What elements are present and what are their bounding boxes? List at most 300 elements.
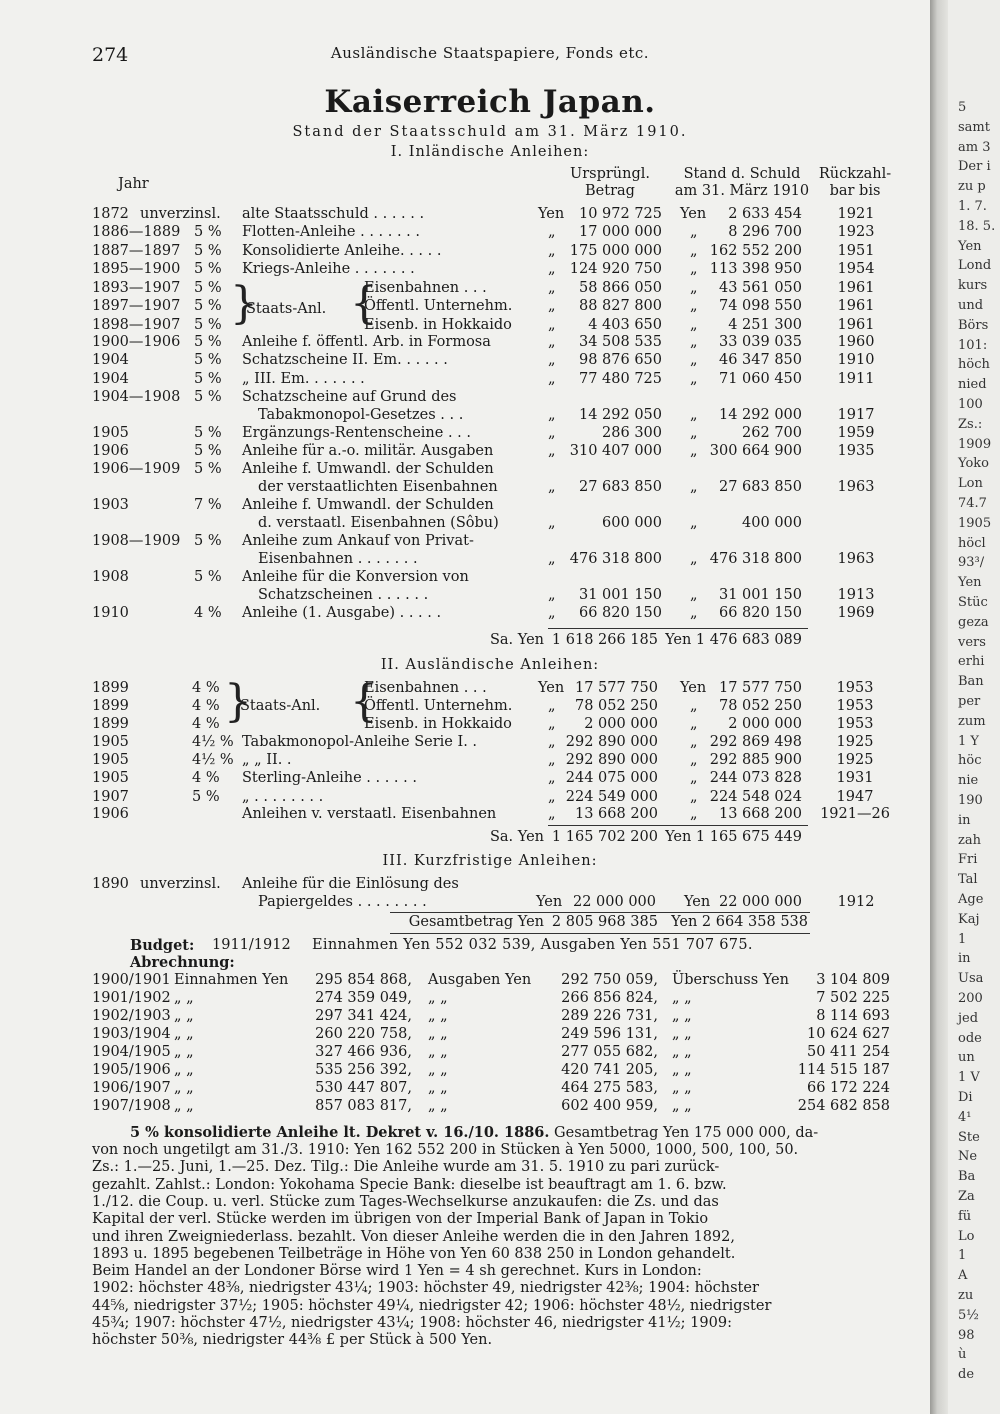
s3-cur1: Yen [536, 894, 563, 910]
s1-stand: 27 683 850 [718, 479, 802, 495]
s1-name: „ III. Em. . . . . . . [242, 371, 365, 387]
s1-name2: der verstaatlichten Eisenbahnen [258, 479, 498, 495]
abr-year: 1903/1904 [92, 1026, 171, 1042]
s1-cur1: „ [548, 551, 556, 567]
s2-stand: 224 548 024 [709, 789, 802, 805]
s1-stand: 66 820 150 [718, 605, 802, 621]
paragraph-first-line [92, 1124, 892, 1142]
staats-anl-label-2: Staats-Anl. [240, 698, 321, 714]
s1-until: 1960 [837, 334, 875, 350]
s2-cur2: „ [690, 770, 698, 786]
s2-cur1: „ [548, 806, 556, 822]
col-header-stand-2: am 31. März 1910 [674, 183, 810, 199]
s1-rate: 5 % [194, 261, 222, 277]
s1-cur2: „ [690, 425, 698, 441]
next-page-fragment: 200 [958, 991, 983, 1006]
next-page-fragment: Tal [958, 872, 978, 888]
paragraph-line: 44⅝, niedrigster 37½; 1905: höchster 49¼, niedrigster 42; 1906: höchster 48½, niedrigster [92, 1297, 772, 1314]
paragraph-line: 1902: höchster 48⅜, niedrigster 43¼; 1903: höchster 49, niedrigster 42⅜; 1904: höchster [92, 1280, 759, 1297]
next-page-fragment: Yen [958, 238, 982, 254]
abr-year: 1906/1907 [92, 1080, 171, 1096]
s1-rate: 5 % [194, 569, 222, 585]
abr-year: 1904/1905 [92, 1044, 171, 1060]
s3-cur2: Yen [684, 894, 711, 910]
col-header-year: Jahr [118, 176, 149, 192]
abr-exp: 289 226 731, [561, 1008, 658, 1024]
abr-sur: 50 411 254 [806, 1044, 890, 1060]
s1-name: Anleihe für die Konversion von [242, 569, 469, 585]
paragraph-line: und ihren Zweigniederlass. bezahlt. Von dieser Anleihe werden die in den Jahren 1892, [92, 1228, 735, 1245]
paragraph-line: Zs.: 1.—25. Juni, 1.—25. Dez. Tilg.: Die Anleihe wurde am 31. 5. 1910 zu pari zurück- [92, 1159, 720, 1176]
s1-name2: Eisenbahnen . . . . . . . [258, 551, 418, 567]
paragraph-line: höchster 50⅜, niedrigster 44⅜ £ per Stück à 500 Yen. [92, 1332, 493, 1349]
s1-orig: 27 683 850 [578, 479, 662, 495]
s1-until: 1921 [837, 206, 875, 222]
next-page-edge [948, 0, 1000, 1414]
s3-name2: Papiergeldes . . . . . . . . [258, 894, 427, 910]
next-page-fragment: 5½ [958, 1307, 979, 1323]
abr-l1: „ „ [174, 1062, 194, 1078]
s1-cur2: „ [690, 317, 698, 333]
abr-inc: 535 256 392, [315, 1062, 412, 1078]
col-header-orig-1: Ursprüngl. [569, 166, 650, 182]
sum-label-2: Sa. Yen [489, 829, 544, 845]
staats-anl-label-1: Staats-Anl. [246, 301, 327, 317]
abr-sur: 66 172 224 [806, 1080, 890, 1096]
s1-cur1: „ [548, 280, 556, 296]
s1-year: 1893—1907 [92, 280, 181, 296]
s1-orig: 88 827 800 [578, 298, 662, 314]
s1-stand: 476 318 800 [709, 551, 802, 567]
s1-until: 1963 [837, 551, 875, 567]
next-page-fragment: 1 Y [958, 733, 979, 749]
abr-exp: 266 856 824, [561, 990, 658, 1006]
s1-rate: 5 % [194, 298, 222, 314]
next-page-fragment: erhi [958, 654, 985, 670]
abr-inc: 297 341 424, [315, 1008, 412, 1024]
s1-rate: 5 % [194, 443, 222, 459]
s2-until: 1925 [836, 734, 874, 750]
s2-stand: 292 869 498 [709, 734, 802, 750]
s2-name: Tabakmonopol-Anleihe Serie I. . [242, 734, 478, 750]
s2-year: 1906 [92, 806, 129, 822]
next-page-fragment: geza [958, 614, 989, 630]
s1-cur1: „ [548, 587, 556, 603]
next-page-fragment: Lo [958, 1228, 975, 1244]
s1-stand: 4 251 300 [728, 317, 802, 333]
brace-right-1: { [350, 278, 378, 329]
next-page-fragment: samt [958, 119, 990, 135]
abr-l2: „ „ [428, 1098, 448, 1114]
s1-rate: 5 % [194, 371, 222, 387]
s1-cur1: „ [548, 352, 556, 368]
s2-name: „ „ II. . [242, 752, 292, 768]
next-page-fragment: Börs [958, 317, 989, 333]
next-page-fragment: 101: [958, 337, 988, 353]
s1-year: 1905 [92, 425, 129, 441]
s2-year: 1899 [92, 680, 129, 696]
s2-name: Anleihen v. verstaatl. Eisenbahnen [242, 806, 497, 822]
s2-until: 1953 [836, 716, 874, 732]
s1-until: 1969 [837, 605, 875, 621]
paragraph-line: 1./12. die Coup. u. verl. Stücke zum Tages-Wechselkurse anzukaufen: die Zs. und das [92, 1193, 719, 1210]
s2-until: 1953 [836, 680, 874, 696]
next-page-fragment: per [958, 694, 981, 709]
sum-rule-2 [548, 825, 808, 826]
s2-year: 1905 [92, 752, 129, 768]
s1-stand: 46 347 850 [718, 352, 802, 368]
s2-orig: 292 890 000 [565, 752, 658, 768]
s3-stand: 22 000 000 [718, 894, 802, 910]
s1-rate: 7 % [194, 497, 222, 513]
next-page-fragment: in [958, 812, 971, 828]
next-page-fragment: Yen [958, 575, 982, 591]
s2-year: 1899 [92, 698, 129, 714]
paragraph-line-0: Gesamtbetrag Yen 175 000 000, da- [554, 1125, 819, 1141]
s1-cur2: „ [690, 371, 698, 387]
s1-year: 1906 [92, 443, 129, 459]
s1-until: 1910 [837, 352, 875, 368]
s1-orig: 124 920 750 [569, 261, 662, 277]
paragraph-line: gezahlt. Zahlst.: London: Yokohama Specie Bank: dieselbe ist beauftragt am 1. 6. bzw. [92, 1176, 727, 1193]
s1-stand: 113 398 950 [709, 261, 802, 277]
sum-rule-1 [548, 628, 808, 629]
s1-name: Flotten-Anleihe . . . . . . . [242, 224, 421, 240]
abr-inc: 857 083 817, [315, 1098, 412, 1114]
s1-name: Anleihe f. Umwandl. der Schulden [242, 497, 494, 513]
s2-name: Öffentl. Unternehm. [364, 698, 513, 714]
abr-l3: Überschuss Yen [672, 972, 789, 988]
abr-exp: 277 055 682, [561, 1044, 658, 1060]
s1-name: Schatzscheine II. Em. . . . . . [242, 352, 448, 368]
s1-orig: 4 403 650 [588, 317, 662, 333]
s1-until: 1935 [837, 443, 875, 459]
s1-rate: 5 % [194, 243, 222, 259]
next-page-fragment: Fri [958, 852, 978, 868]
s1-year: 1900—1906 [92, 334, 181, 350]
s1-rate: 5 % [194, 352, 222, 368]
s1-year: 1908—1909 [92, 533, 181, 549]
s1-cur1: „ [548, 243, 556, 259]
next-page-fragment: 190 [958, 793, 983, 808]
s2-stand: 78 052 250 [718, 698, 802, 714]
abr-inc: 274 359 049, [315, 990, 412, 1006]
s2-name: Eisenbahnen . . . [364, 680, 487, 696]
next-page-fragment: 1. 7. [958, 199, 987, 214]
s3-name: Anleihe für die Einlösung des [242, 876, 459, 892]
next-page-fragment: Ste [958, 1129, 980, 1145]
s1-cur1: „ [548, 425, 556, 441]
s2-until: 1925 [836, 752, 874, 768]
s1-stand: 74 098 550 [718, 298, 802, 314]
s1-until: 1961 [837, 317, 875, 333]
total-label: Gesamtbetrag Yen [408, 914, 544, 930]
s1-cur1: „ [548, 443, 556, 459]
paragraph-lead: 5 % konsolidierte Anleihe lt. Dekret v. 16./10. 1886. [130, 1124, 550, 1141]
s1-rate: 5 % [194, 425, 222, 441]
next-page-fragment: 5 [958, 100, 967, 115]
abr-l3: „ „ [672, 1098, 692, 1114]
abr-l1: „ „ [174, 990, 194, 1006]
s2-name: Sterling-Anleihe . . . . . . [242, 770, 417, 786]
s1-stand: 8 296 700 [728, 224, 802, 240]
sum-orig-1: 1 618 266 185 [551, 632, 658, 648]
s1-year: 1904 [92, 352, 129, 368]
s1-rate: 5 % [194, 389, 222, 405]
s1-cur2: „ [690, 352, 698, 368]
s1-until: 1963 [837, 479, 875, 495]
next-page-fragment: Za [958, 1189, 975, 1204]
next-page-fragment: Lon [958, 476, 983, 492]
s2-rate: 4½ % [192, 734, 234, 750]
s2-cur2: „ [690, 716, 698, 732]
s1-name2: Tabakmonopol-Gesetzes . . . [258, 407, 464, 423]
s2-orig: 2 000 000 [584, 716, 658, 732]
abr-sur: 3 104 809 [816, 972, 890, 988]
next-page-fragment: in [958, 951, 971, 967]
s1-cur2: „ [690, 224, 698, 240]
s1-stand: 14 292 000 [718, 407, 802, 423]
abr-sur: 114 515 187 [797, 1062, 890, 1078]
s1-year: 1908 [92, 569, 129, 585]
abr-sur: 8 114 693 [816, 1008, 890, 1024]
s1-year: 1886—1889 [92, 224, 181, 240]
s1-orig: 98 876 650 [578, 352, 662, 368]
s1-year: 1887—1897 [92, 243, 181, 259]
next-page-fragment: höch [958, 357, 990, 373]
running-title: Ausländische Staatspapiere, Fonds etc. [330, 44, 650, 62]
s2-name: Eisenb. in Hokkaido [364, 716, 512, 732]
s2-cur1: „ [548, 734, 556, 750]
next-page-fragment: zu [958, 1288, 974, 1303]
s1-orig: 175 000 000 [569, 243, 662, 259]
s2-rate: 4 % [192, 698, 220, 714]
s1-cur1: „ [548, 298, 556, 314]
next-page-fragment: nied [958, 377, 987, 393]
s2-cur1: „ [548, 752, 556, 768]
s1-orig: 58 866 050 [578, 280, 662, 296]
s1-year: 1904 [92, 371, 129, 387]
s1-orig: 34 508 535 [578, 334, 662, 350]
s1-until: 1911 [837, 371, 875, 387]
next-page-fragment: höc [958, 753, 982, 769]
abr-exp: 464 275 583, [561, 1080, 658, 1096]
col-header-repay-2: bar bis [829, 183, 881, 199]
sum-label-1: Sa. Yen [489, 632, 544, 648]
s1-name: Schatzscheine auf Grund des [242, 389, 457, 405]
s1-cur1: „ [548, 261, 556, 277]
s2-stand: 2 000 000 [728, 716, 802, 732]
next-page-fragment: Der i [958, 159, 991, 175]
s1-name: Eisenb. in Hokkaido [364, 317, 512, 333]
paragraph-line: 1893 u. 1895 begebenen Teilbeträge in Höhe von Yen 60 838 250 in London gehandelt. [92, 1245, 736, 1262]
total-rule-2 [390, 933, 810, 934]
s1-rate: 5 % [194, 280, 222, 296]
next-page-fragment: 74.7 [958, 496, 987, 511]
abr-l2: „ „ [428, 990, 448, 1006]
next-page-fragment: ù [958, 1347, 967, 1363]
s1-cur1: „ [548, 317, 556, 333]
s1-stand: 300 664 900 [709, 443, 802, 459]
next-page-fragment: Kaj [958, 911, 980, 927]
s1-until: 1961 [837, 280, 875, 296]
next-page-fragment: A [958, 1268, 968, 1284]
s1-name: Kriegs-Anleihe . . . . . . . [242, 261, 415, 277]
s1-orig: 31 001 150 [578, 587, 662, 603]
s1-rate: 5 % [194, 334, 222, 350]
next-page-fragment: zu p [958, 179, 986, 195]
paragraph-line: von noch ungetilgt am 31./3. 1910: Yen 162 552 200 in Stücken à Yen 5000, 1000, 500, 100, 50. [92, 1142, 799, 1158]
s1-stand: 33 039 035 [718, 334, 802, 350]
s1-stand: 71 060 450 [718, 371, 802, 387]
s2-year: 1907 [92, 789, 129, 805]
brace-right-2: { [350, 676, 378, 727]
col-header-orig-2: Betrag [585, 183, 635, 199]
s1-orig: 66 820 150 [578, 605, 662, 621]
abr-l3: „ „ [672, 1026, 692, 1042]
abr-exp: 249 596 131, [561, 1026, 658, 1042]
abr-l2: „ „ [428, 1044, 448, 1060]
s1-year: 1904—1908 [92, 389, 181, 405]
abr-sur: 10 624 627 [806, 1026, 890, 1042]
s1-name: Anleihe (1. Ausgabe) . . . . . [242, 605, 442, 621]
s1-name: Anleihe f. Umwandl. der Schulden [242, 461, 494, 477]
s2-stand: 13 668 200 [718, 806, 802, 822]
abr-l2: „ „ [428, 1062, 448, 1078]
paragraph-line: Beim Handel an der Londoner Börse wird 1 Yen = 4 sh gerechnet. Kurs in London: [92, 1263, 702, 1280]
next-page-fragment: nie [958, 773, 979, 789]
s1-cur2: „ [690, 243, 698, 259]
s2-orig: 13 668 200 [574, 806, 658, 822]
s1-rate: 5 % [194, 461, 222, 477]
s2-orig: 224 549 000 [565, 789, 658, 805]
s1-cur2: „ [690, 515, 698, 531]
s1-until: 1961 [837, 298, 875, 314]
s1-cur1: Yen [538, 206, 565, 222]
s2-rate: 5 % [192, 789, 220, 805]
s2-year: 1905 [92, 770, 129, 786]
abr-exp: 602 400 959, [561, 1098, 658, 1114]
next-page-fragment: am 3 [958, 139, 991, 155]
next-page-fragment: Yoko [958, 456, 989, 472]
s2-orig: 292 890 000 [565, 734, 658, 750]
abr-l1: Einnahmen Yen [174, 972, 289, 988]
abr-year: 1905/1906 [92, 1062, 171, 1078]
s1-year: 1906—1909 [92, 461, 181, 477]
s2-orig: 78 052 250 [574, 698, 658, 714]
s1-orig: 17 000 000 [578, 224, 662, 240]
subtitle: Stand der Staatsschuld am 31. März 1910. [292, 124, 688, 140]
sum-stand-1: Yen 1 476 683 089 [665, 632, 802, 648]
s2-until: 1931 [836, 770, 874, 786]
sum-stand-2: Yen 1 165 675 449 [665, 829, 802, 845]
s1-cur2: „ [690, 261, 698, 277]
abr-l1: „ „ [174, 1080, 194, 1096]
s2-cur1: „ [548, 770, 556, 786]
s2-until: 1947 [836, 789, 874, 805]
next-page-fragment: 93³/ [958, 555, 985, 571]
abr-year: 1902/1903 [92, 1008, 171, 1024]
s1-rate: unverzinsl. [140, 206, 221, 222]
abr-inc: 260 220 758, [315, 1026, 412, 1042]
s2-stand: 17 577 750 [718, 680, 802, 696]
total-stand: Yen 2 664 358 538 [671, 914, 808, 930]
s1-name: Ergänzungs-Rentenscheine . . . [242, 425, 471, 441]
next-page-fragment: 98 [958, 1327, 975, 1343]
s2-orig: 244 075 000 [565, 770, 658, 786]
s1-rate: 4 % [194, 605, 222, 621]
s1-cur1: „ [548, 515, 556, 531]
abr-l1: „ „ [174, 1026, 194, 1042]
abr-l3: „ „ [672, 1008, 692, 1024]
abr-sur: 254 682 858 [797, 1098, 890, 1114]
abrechnung-label: Abrechnung: [130, 954, 235, 971]
abr-l1: „ „ [174, 1008, 194, 1024]
next-page-fragment: 1 [958, 931, 967, 947]
s2-rate: 4½ % [192, 752, 234, 768]
s1-orig: 600 000 [602, 515, 662, 531]
abr-year: 1901/1902 [92, 990, 171, 1006]
s1-name2: Schatzscheinen . . . . . . [258, 587, 429, 603]
abr-l3: „ „ [672, 990, 692, 1006]
paragraph-line: 45¾; 1907: höchster 47½, niedrigster 43¼; 1908: höchster 46, niedrigster 41½; 1909: [92, 1315, 732, 1331]
next-page-fragment: und [958, 298, 984, 313]
col-header-stand-1: Stand d. Schuld [683, 166, 801, 182]
s2-cur1: „ [548, 716, 556, 732]
next-page-fragment: 1905 [958, 515, 992, 531]
abr-year: 1907/1908 [92, 1098, 171, 1114]
s1-year: 1897—1907 [92, 298, 181, 314]
s1-name2: d. verstaatl. Eisenbahnen (Sôbu) [258, 515, 499, 531]
next-page-fragment: 18. 5. [958, 218, 996, 234]
s1-cur1: „ [548, 605, 556, 621]
s1-cur1: „ [548, 371, 556, 387]
next-page-fragment: Lond [958, 258, 992, 274]
s1-cur1: „ [548, 479, 556, 495]
s1-rate: 5 % [194, 317, 222, 333]
book-gutter [930, 0, 948, 1414]
s1-name: Anleihe f. öffentl. Arb. in Formosa [242, 334, 491, 350]
s1-year: 1898—1907 [92, 317, 181, 333]
s2-cur1: „ [548, 789, 556, 805]
abr-year: 1900/1901 [92, 972, 171, 988]
next-page-fragment: zah [958, 832, 981, 848]
abr-l1: „ „ [174, 1098, 194, 1114]
s1-stand: 262 700 [742, 425, 802, 441]
s1-orig: 310 407 000 [569, 443, 662, 459]
s1-orig: 77 480 725 [578, 371, 662, 387]
s2-stand: 244 073 828 [709, 770, 802, 786]
next-page-fragment: Usa [958, 971, 984, 987]
section-3-heading: III. Kurzfristige Anleihen: [382, 853, 598, 869]
s1-until: 1913 [837, 587, 875, 603]
s3-until: 1912 [837, 894, 875, 910]
page-number: 274 [92, 44, 129, 66]
abr-l2: Ausgaben Yen [428, 972, 532, 988]
next-page-fragment: fü [958, 1208, 972, 1224]
next-page-fragment: de [958, 1367, 975, 1383]
s1-name: Eisenbahnen . . . [364, 280, 487, 296]
s1-cur2: „ [690, 407, 698, 423]
page-title: Kaiserreich Japan. [324, 84, 656, 120]
s1-orig: 286 300 [602, 425, 662, 441]
abr-exp: 292 750 059, [561, 972, 658, 988]
section-2-heading: II. Ausländische Anleihen: [380, 657, 600, 673]
s2-cur2: „ [690, 806, 698, 822]
s2-year: 1905 [92, 734, 129, 750]
abr-l2: „ „ [428, 1080, 448, 1096]
budget-label: Budget: [130, 937, 195, 954]
